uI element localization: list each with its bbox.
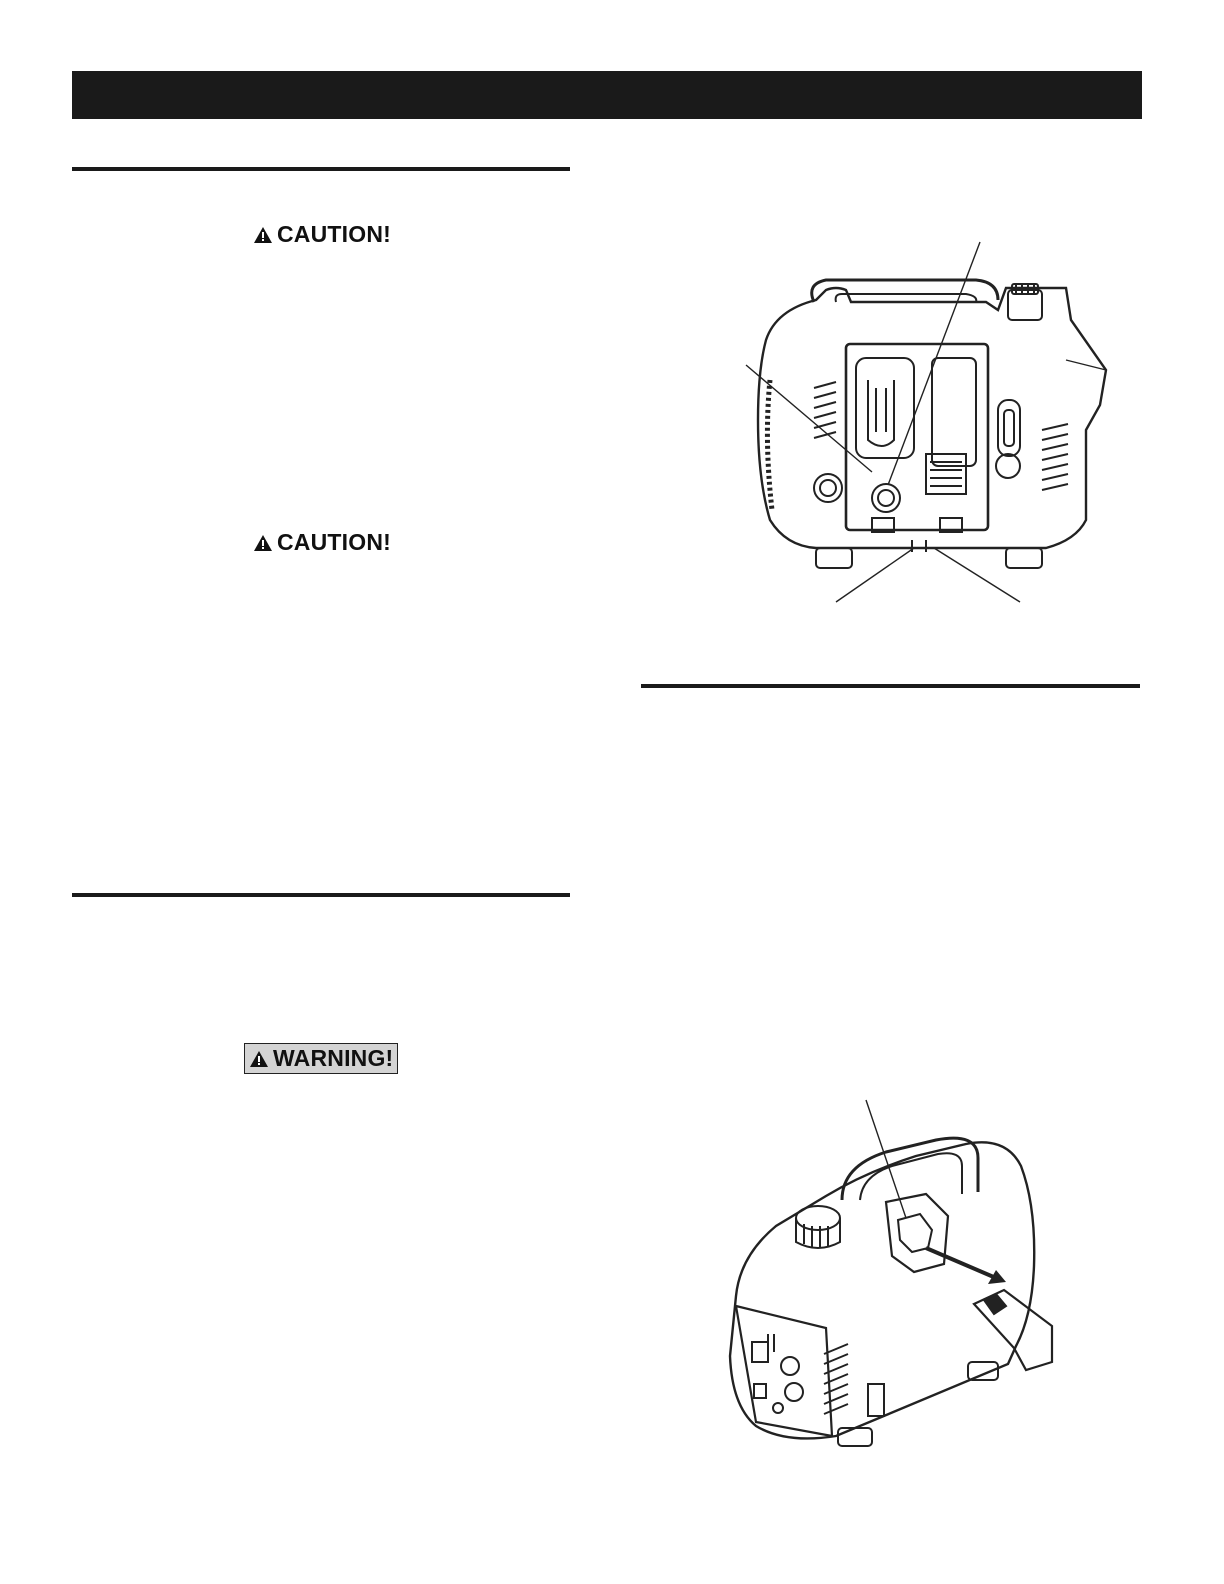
header-bar — [72, 71, 1142, 119]
caution-signal-2 — [253, 529, 391, 556]
caution-label: CAUTION! — [277, 221, 392, 247]
warning-signal — [244, 1043, 398, 1074]
generator-side-figure — [736, 240, 1136, 610]
generator-front-figure — [716, 1096, 1066, 1456]
section-rule-left-top — [72, 167, 570, 171]
caution-label: CAUTION! — [277, 529, 392, 555]
warning-triangle-icon — [253, 534, 273, 552]
caution-signal-1 — [253, 221, 391, 248]
section-rule-left-bottom — [72, 893, 570, 897]
warning-triangle-icon — [249, 1050, 269, 1068]
warning-triangle-icon — [253, 226, 273, 244]
section-rule-right — [641, 684, 1140, 688]
warning-label: WARNING! — [273, 1045, 394, 1071]
